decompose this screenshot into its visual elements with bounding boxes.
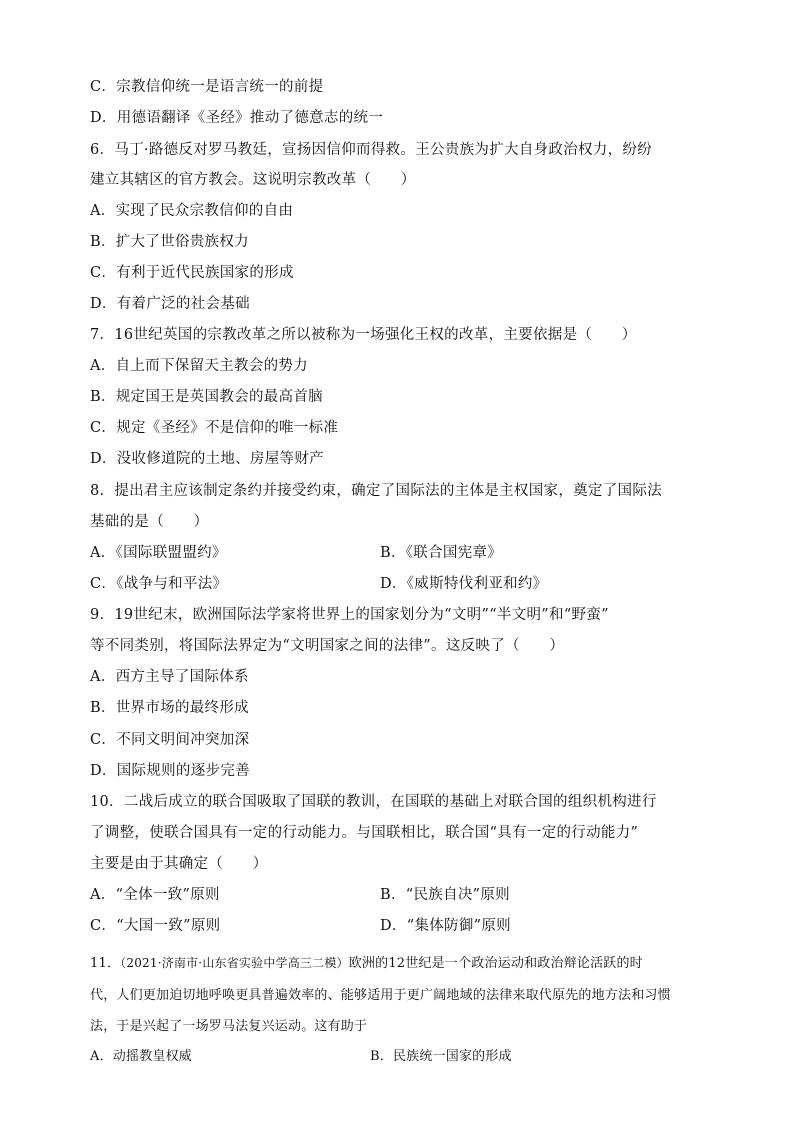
option-b-q6: B．扩大了世俗贵族权力 (90, 234, 249, 250)
options-cd-q8 (90, 574, 710, 594)
option-c-q5: C．宗教信仰统一是语言统一的前提 (90, 79, 324, 95)
option-c-q9: C．不同文明间冲突加深 (90, 732, 250, 748)
option-b-q7: B．规定国王是英国教会的最高首脑 (90, 389, 323, 405)
question-11-number: 11． (90, 956, 121, 971)
option-c-q7: C．规定《圣经》不是信仰的唯一标准 (90, 420, 339, 436)
question-11-source: （2021·济南市·山东省实验中学高三二模） (120, 956, 349, 970)
options-ab-q10 (90, 885, 710, 905)
option-d-q7: D．没收修道院的土地、房屋等财产 (90, 451, 324, 467)
question-10-line-2: 了调整，使联合国具有一定的行动能力。与国联相比，联合国“具有一定的行动能力” (90, 825, 639, 841)
option-a-q9: A．西方主导了国际体系 (90, 669, 249, 685)
question-11-text: 欧洲的12世纪是一个政治运动和政治辩论活跃的时 (348, 956, 643, 971)
question-11-line-2: 代，人们更加迫切地呼唤更具普遍效率的、能够适用于更广阔地域的法律来取代原先的地方法和习惯 (90, 988, 671, 1003)
option-a-q6: A．实现了民众宗教信仰的自由 (90, 203, 294, 219)
question-11-line-3: 法，于是兴起了一场罗马法复兴运动。这有助于 (90, 1019, 368, 1034)
option-c-q10: C．“大国一致”原则 (90, 918, 221, 934)
option-d-q10: D．“集体防御”原则 (380, 918, 511, 934)
option-c-q6: C．有利于近代民族国家的形成 (90, 265, 294, 281)
option-c-q8: C．《战争与和平法》 (90, 576, 228, 592)
option-a-q10: A．“全体一致”原则 (90, 887, 220, 903)
question-11-line-1 (90, 953, 710, 974)
question-10-line-3: 主要是由于其确定（ ） (90, 856, 268, 872)
option-b-q11: B．民族统一国家的形成 (370, 1049, 512, 1064)
options-cd-q10 (90, 916, 710, 936)
option-b-q8: B．《联合国宪章》 (380, 545, 503, 561)
question-8-line-1: 8．提出君主应该制定条约并接受约束，确定了国际法的主体是主权国家，奠定了国际法 (90, 483, 662, 499)
question-10-line-1: 10．二战后成立的联合国吸取了国联的教训，在国联的基础上对联合国的组织机构进行 (90, 794, 657, 810)
options-ab-q8 (90, 543, 710, 563)
option-d-q9: D．国际规则的逐步完善 (90, 763, 250, 779)
option-b-q10: B．“民族自决”原则 (380, 887, 510, 903)
question-6-line-1: 6．马丁·路德反对罗马教廷，宣扬因信仰而得救。王公贵族为扩大自身政治权力，纷纷 (90, 142, 653, 158)
option-d-q5: D．用德语翻译《圣经》推动了德意志的统一 (90, 110, 384, 126)
option-a-q11: A．动摇教皇权威 (90, 1049, 192, 1064)
question-8-line-2: 基础的是（ ） (90, 514, 209, 530)
option-a-q7: A．自上而下保留天主教会的势力 (90, 358, 308, 374)
option-d-q6: D．有着广泛的社会基础 (90, 296, 250, 312)
option-d-q8: D．《威斯特伐利亚和约》 (380, 576, 548, 592)
question-9-line-2: 等不同类别，将国际法界定为“文明国家之间的法律”。这反映了（ ） (90, 638, 565, 654)
question-7: 7．16世纪英国的宗教改革之所以被称为一场强化王权的改革，主要依据是（ ） (90, 327, 637, 343)
question-9-line-1: 9．19世纪末，欧洲国际法学家将世界上的国家划分为“文明”“半文明”和“野蛮” (90, 607, 609, 623)
options-ab-q11 (90, 1047, 710, 1067)
option-b-q9: B．世界市场的最终形成 (90, 700, 249, 716)
option-a-q8: A．《国际联盟盟约》 (90, 545, 227, 561)
question-6-line-2: 建立其辖区的官方教会。这说明宗教改革（ ） (90, 172, 416, 188)
